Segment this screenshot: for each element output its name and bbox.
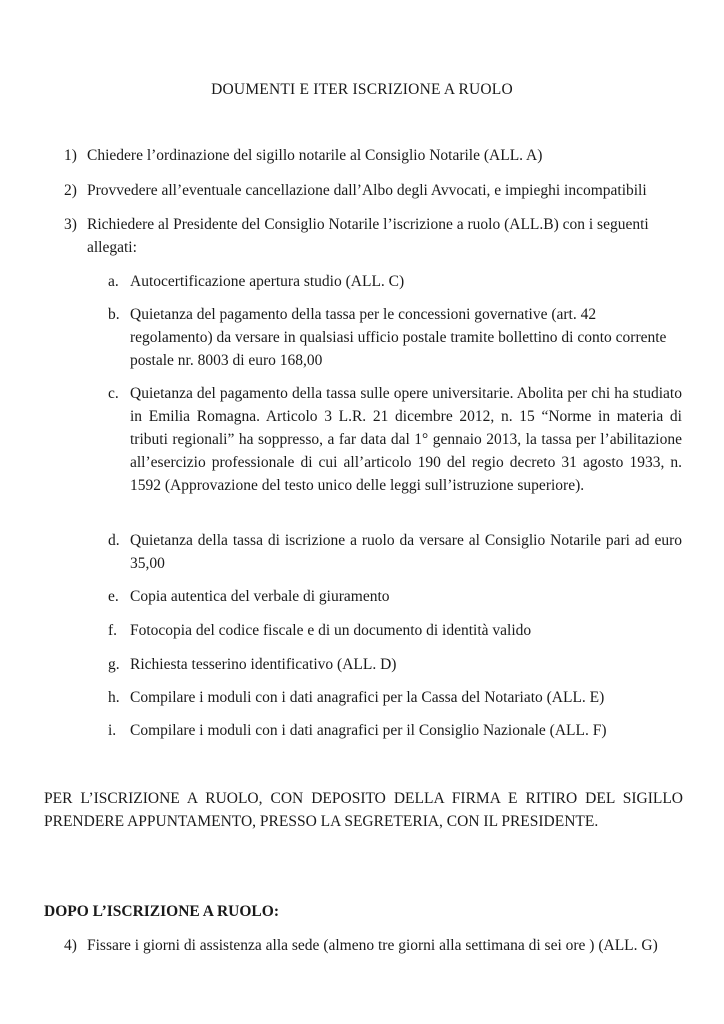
attachment-i — [108, 719, 682, 742]
attachment-d — [108, 529, 682, 575]
attachment-letter: d. — [108, 532, 120, 549]
attachment-text: Quietanza del pagamento della tassa per le concessioni governative (art. 42 regolamento) da versare in qualsiasi ufficio postale tramite bollettino di conto corrente postale nr. 8003 di euro 168,00 — [130, 306, 667, 369]
step-text: Fissare i giorni di assistenza alla sede (almeno tre giorni alla settimana di sei ore ) (ALL. G) — [87, 937, 658, 954]
attachment-h — [108, 686, 682, 709]
attachment-text: Quietanza del pagamento della tassa sulle opere universitarie. Abolita per chi ha studiato in Emilia Romagna. Articolo 3 L.R. 21 dicembre 2012, n. 15 “Norme in materia di tributi regionali” ha soppresso, a far data dal 1° gennaio 2013, la tassa per l’abilitazione all’esercizio professionale di cui all’articolo 190 del regio decreto 31 agosto 1933, n. 1592 (Approvazione del testo unico delle leggi sull’istruzione superiore). — [130, 385, 682, 494]
step-1 — [64, 144, 684, 167]
attachment-letter: f. — [108, 622, 118, 639]
attachment-letter: e. — [108, 588, 119, 605]
step-text: Chiedere l’ordinazione del sigillo notarile al Consiglio Notarile (ALL. A) — [87, 147, 543, 164]
attachment-text: Quietanza della tassa di iscrizione a ruolo da versare al Consiglio Notarile pari ad euro 35,00 — [130, 532, 682, 572]
attachment-g — [108, 653, 682, 676]
attachment-letter: a. — [108, 273, 119, 290]
attachment-letter: g. — [108, 656, 120, 673]
step-number: 2) — [64, 182, 77, 199]
step-number: 3) — [64, 216, 77, 233]
attachment-b — [108, 303, 682, 372]
step-text: Provvedere all’eventuale cancellazione dall’Albo degli Avvocati, e impieghi incompatibili — [87, 182, 647, 199]
attachment-letter: h. — [108, 689, 120, 706]
attachment-text: Autocertificazione apertura studio (ALL. C) — [130, 273, 405, 290]
attachment-c — [108, 382, 682, 497]
attachment-text: Fotocopia del codice fiscale e di un documento di identità valido — [130, 622, 532, 639]
attachment-e — [108, 585, 682, 608]
attachment-a — [108, 270, 682, 293]
step-2 — [64, 179, 684, 202]
step-number: 4) — [64, 937, 77, 954]
step-4 — [64, 934, 684, 957]
page-title: DOUMENTI E ITER ISCRIZIONE A RUOLO — [211, 81, 513, 98]
attachment-text: Richiesta tesserino identificativo (ALL. D) — [130, 656, 397, 673]
attachment-letter: i. — [108, 722, 117, 739]
appointment-notice: PER L’ISCRIZIONE A RUOLO, CON DEPOSITO DELLA FIRMA E RITIRO DEL SIGILLO PRENDERE APPUNTAMENTO, PRESSO LA SEGRETERIA, CON IL PRESIDENTE. — [44, 790, 683, 830]
attachment-text: Compilare i moduli con i dati anagrafici per la Cassa del Notariato (ALL. E) — [130, 689, 605, 706]
attachment-text: Copia autentica del verbale di giuramento — [130, 588, 390, 605]
attachment-text: Compilare i moduli con i dati anagrafici per il Consiglio Nazionale (ALL. F) — [130, 722, 607, 739]
attachment-letter: b. — [108, 306, 120, 323]
step-text: Richiedere al Presidente del Consiglio Notarile l’iscrizione a ruolo (ALL.B) con i seguenti allegati: — [87, 216, 649, 256]
step-3 — [64, 213, 684, 259]
after-registration-heading: DOPO L’ISCRIZIONE A RUOLO: — [44, 903, 279, 920]
attachment-letter: c. — [108, 385, 119, 402]
attachment-f — [108, 619, 682, 642]
step-number: 1) — [64, 147, 77, 164]
